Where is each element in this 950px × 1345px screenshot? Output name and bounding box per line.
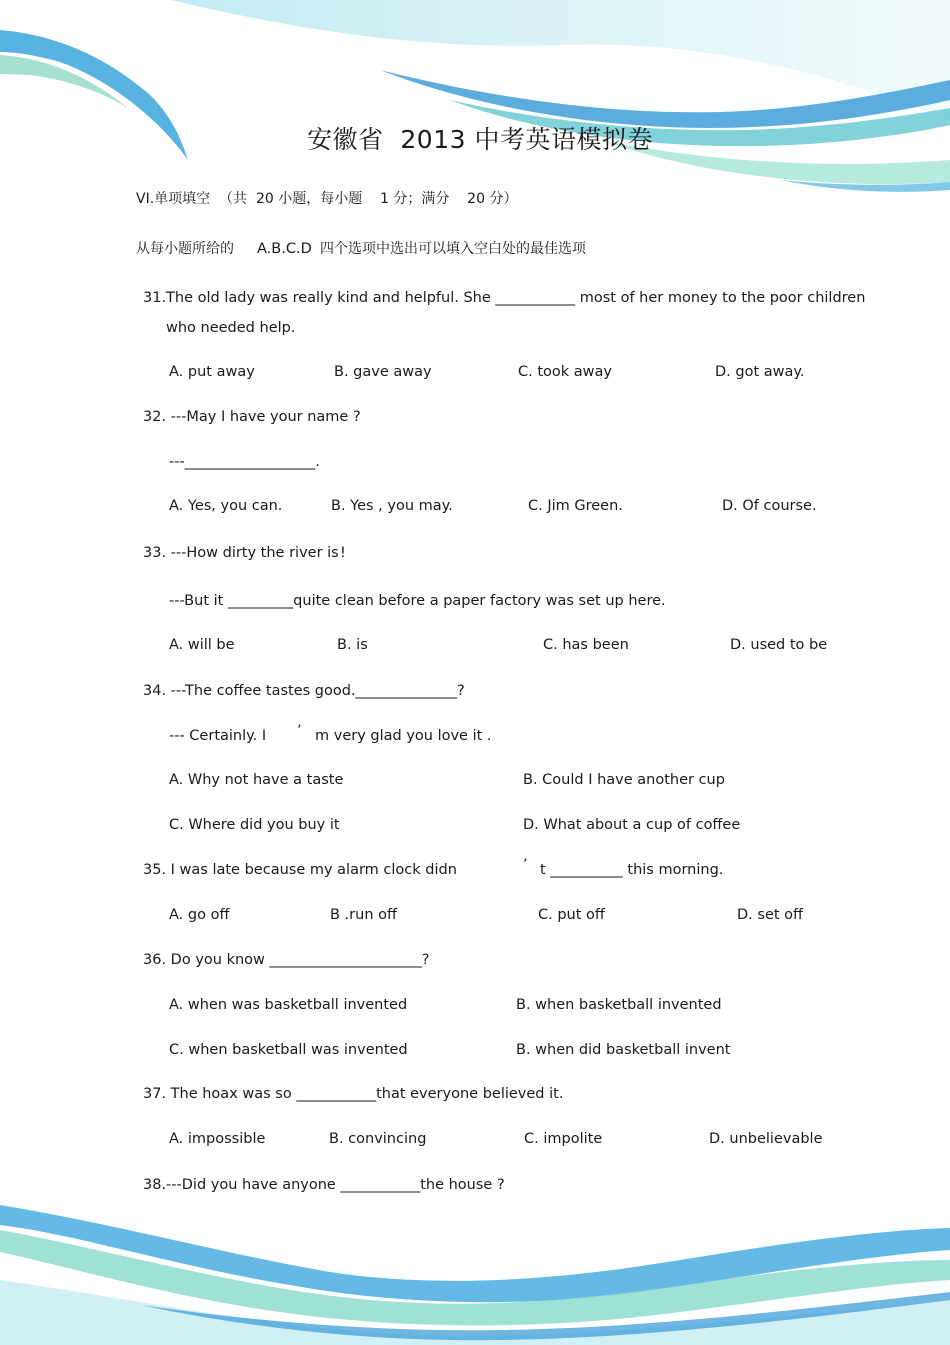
question-31-stem: 31.The old lady was really kind and helpful. She ___________ most of her money to the poor children xyxy=(143,290,866,306)
question-33-stem: 33. ---How dirty the river is xyxy=(143,545,339,561)
question-35-stem: ’ xyxy=(523,857,528,873)
question-33-stem: ! xyxy=(340,545,346,561)
question-37-option-c: C. impolite xyxy=(524,1131,603,1147)
question-35-option-a: A. go off xyxy=(169,907,230,923)
question-33-option-d: D. used to be xyxy=(730,637,828,653)
question-37-option-d: D. unbelievable xyxy=(709,1131,823,1147)
question-36-option-d: B. when did basketball invent xyxy=(516,1042,731,1058)
instruction-text: 四个选项中选出可以填入空白处的最佳选项 xyxy=(320,241,586,257)
instruction-text: 从每小题所给的 xyxy=(136,241,234,257)
question-37-option-a: A. impossible xyxy=(169,1131,266,1147)
question-35-stem: t __________ this morning. xyxy=(540,862,724,878)
question-32-stem: ---__________________. xyxy=(169,454,320,470)
question-37-option-b: B. convincing xyxy=(329,1131,427,1147)
question-34-option-a: A. Why not have a taste xyxy=(169,772,344,788)
question-33-stem: ---But it _________quite clean before a paper factory was set up here. xyxy=(169,593,666,609)
question-35-option-d: D. set off xyxy=(737,907,804,923)
question-33-option-a: A. will be xyxy=(169,637,235,653)
question-33-option-b: B. is xyxy=(337,637,368,653)
question-31-option-d: D. got away. xyxy=(715,364,805,380)
question-31-option-b: B. gave away xyxy=(334,364,432,380)
question-32-option-a: A. Yes, you can. xyxy=(169,498,283,514)
question-34-stem: ’ xyxy=(297,723,302,739)
question-34-stem: --- Certainly. I xyxy=(169,728,267,744)
question-31-option-c: C. took away xyxy=(518,364,612,380)
question-31-option-a: A. put away xyxy=(169,364,255,380)
question-34-stem: 34. ---The coffee tastes good.______________? xyxy=(143,683,465,699)
question-37-stem: 37. The hoax was so ___________that everyone believed it. xyxy=(143,1086,564,1102)
question-32-option-c: C. Jim Green. xyxy=(528,498,623,514)
question-36-option-b: B. when basketball invented xyxy=(516,997,722,1013)
question-32-stem: 32. ---May I have your name ? xyxy=(143,409,361,425)
question-32-option-b: B. Yes , you may. xyxy=(331,498,453,514)
question-34-option-d: D. What about a cup of coffee xyxy=(523,817,741,833)
question-35-option-c: C. put off xyxy=(538,907,605,923)
instruction-letters: A.B.C.D xyxy=(257,241,312,257)
question-33-option-c: C. has been xyxy=(543,637,629,653)
page-title: 安徽省 2013 中考英语模拟卷 xyxy=(307,125,653,154)
question-36-stem: 36. Do you know _____________________? xyxy=(143,952,430,968)
question-38-stem: 38.---Did you have anyone ___________the house ? xyxy=(143,1177,505,1193)
question-36-option-a: A. when was basketball invented xyxy=(169,997,408,1013)
question-34-option-b: B. Could I have another cup xyxy=(523,772,725,788)
section-heading: VI.单项填空 （共 20 小题，每小题 1 分；满分 20 分） xyxy=(136,191,518,207)
question-32-option-d: D. Of course. xyxy=(722,498,817,514)
footer-wave-decoration xyxy=(0,1180,950,1345)
question-35-option-b: B .run off xyxy=(330,907,397,923)
question-35-stem: 35. I was late because my alarm clock didn xyxy=(143,862,457,878)
question-36-option-c: C. when basketball was invented xyxy=(169,1042,408,1058)
question-34-option-c: C. Where did you buy it xyxy=(169,817,340,833)
question-31-stem: who needed help. xyxy=(166,320,296,336)
question-34-stem: m very glad you love it . xyxy=(315,728,492,744)
